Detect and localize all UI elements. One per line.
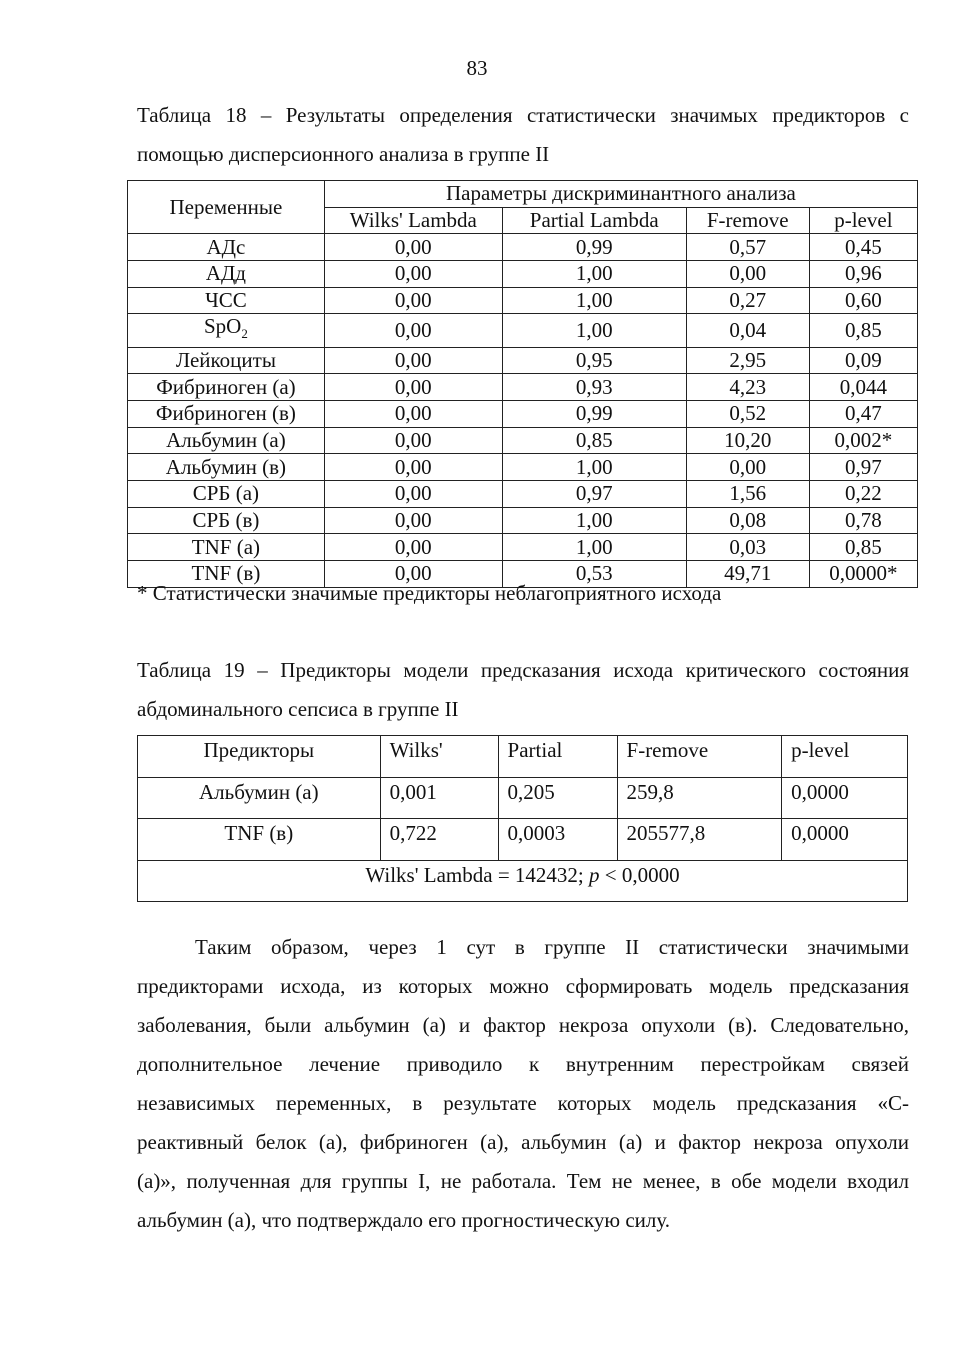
table-cell: 4,23	[686, 374, 809, 401]
table-summary-row	[138, 860, 908, 902]
variable-name-text: СРБ (в)	[192, 508, 260, 533]
table-cell: 0,53	[502, 561, 686, 588]
table-row	[128, 401, 918, 428]
table-row	[138, 819, 908, 861]
table-19-caption	[137, 651, 909, 729]
table-cell: 0,27	[686, 287, 809, 314]
table-cell: Альбумин (а)	[138, 777, 381, 819]
table-cell: 0,044	[809, 374, 917, 401]
header-parameters-group: Параметры дискриминантного анализа	[324, 181, 917, 208]
column-header: Partial Lambda	[502, 207, 686, 234]
table-cell: 0,00	[324, 234, 502, 261]
paragraph-line: независимых переменных, в результате которых модель предсказания «С-	[137, 1091, 909, 1115]
table-cell: 0,22	[809, 481, 917, 508]
table-cell: TNF (в)	[138, 819, 381, 861]
table-cell: 0,96	[809, 261, 917, 288]
table-cell: 0,002*	[809, 427, 917, 454]
row-variable-name	[128, 507, 325, 534]
caption-line: Таблица 19 – Предикторы модели предсказания исхода критического состояния	[137, 658, 909, 682]
table-cell: 0,00	[324, 454, 502, 481]
variable-name-text: SpO	[203, 314, 242, 339]
table-row	[128, 534, 918, 561]
table-19	[137, 735, 908, 902]
table-cell: 0,09	[809, 347, 917, 374]
summary-suffix: < 0,0000	[599, 862, 680, 887]
table-cell: 0,0000	[782, 777, 908, 819]
table-cell: 0,57	[686, 234, 809, 261]
table-cell: 0,001	[380, 777, 498, 819]
caption-line: абдоминального сепсиса в группе II	[137, 697, 459, 721]
table-cell: 0,08	[686, 507, 809, 534]
table-cell: 0,85	[809, 314, 917, 347]
table-cell: 0,00	[324, 427, 502, 454]
table-cell: 0,97	[809, 454, 917, 481]
variable-name-text: TNF (в)	[191, 561, 261, 586]
table-row	[128, 261, 918, 288]
table-cell: 0,205	[498, 777, 617, 819]
table-cell: 0,85	[809, 534, 917, 561]
table-cell: 0,00	[324, 401, 502, 428]
variable-name-text: ЧСС	[205, 288, 247, 313]
table-cell: 0,0000	[782, 819, 908, 861]
row-variable-name	[128, 427, 325, 454]
table-header-row	[128, 181, 918, 208]
column-header: Предикторы	[138, 736, 381, 778]
table-cell: 1,00	[502, 314, 686, 347]
table-cell: 0,00	[324, 507, 502, 534]
variable-name-text: Фибриноген (в)	[155, 401, 296, 426]
paragraph-line: предикторами исхода, из которых можно сформировать модель предсказания	[137, 974, 909, 998]
table-row	[128, 454, 918, 481]
table-cell: 0,03	[686, 534, 809, 561]
variable-name-subscript: 2	[241, 326, 248, 342]
row-variable-name	[128, 287, 325, 314]
table-cell: 0,00	[324, 287, 502, 314]
table-cell: 0,60	[809, 287, 917, 314]
paragraph-line: альбумин (а), что подтверждало его прогностическую силу.	[137, 1208, 671, 1232]
table-cell: 0,00	[324, 261, 502, 288]
caption-line: помощью дисперсионного анализа в группе II	[137, 142, 550, 166]
table-cell: 1,00	[502, 454, 686, 481]
table-cell: 2,95	[686, 347, 809, 374]
table-row	[128, 481, 918, 508]
table-row	[128, 347, 918, 374]
table-cell: 0,04	[686, 314, 809, 347]
row-variable-name	[128, 401, 325, 428]
table-18-caption	[137, 96, 909, 174]
paragraph-line: Таким образом, через 1 сут в группе II статистически значимыми	[195, 935, 909, 959]
paragraph-line: (а)», полученная для группы I, не работала. Тем не менее, в обе модели входил	[137, 1169, 909, 1193]
table-row	[128, 427, 918, 454]
table-cell: 0,722	[380, 819, 498, 861]
column-header: Wilks' Lambda	[324, 207, 502, 234]
table-row	[128, 314, 918, 347]
table-cell: 0,00	[324, 561, 502, 588]
table-cell: 0,99	[502, 401, 686, 428]
table-18	[127, 180, 918, 588]
table-cell: 0,85	[502, 427, 686, 454]
paragraph-line: реактивный белок (а), фибриноген (а), альбумин (а) и фактор некроза опухоли	[137, 1130, 909, 1154]
row-variable-name	[128, 314, 325, 347]
summary-p-symbol: p	[589, 862, 600, 887]
table-cell: 0,45	[809, 234, 917, 261]
column-header: Wilks'	[380, 736, 498, 778]
table-cell: 0,78	[809, 507, 917, 534]
table-cell: 0,52	[686, 401, 809, 428]
column-header: Partial	[498, 736, 617, 778]
table-row	[128, 287, 918, 314]
paragraph-line: дополнительное лечение приводило к внутренним перестройкам связей	[137, 1052, 909, 1076]
variable-name-text: АДс	[206, 234, 246, 259]
row-variable-name	[128, 534, 325, 561]
variable-name-text: TNF (а)	[191, 534, 261, 559]
table-cell: 49,71	[686, 561, 809, 588]
table-row	[128, 374, 918, 401]
table-cell: 0,00	[324, 374, 502, 401]
table-cell: 0,00	[324, 347, 502, 374]
table-cell: 0,95	[502, 347, 686, 374]
row-variable-name	[128, 454, 325, 481]
row-variable-name	[128, 234, 325, 261]
table-cell: 0,93	[502, 374, 686, 401]
table-cell: 10,20	[686, 427, 809, 454]
table-18-footnote: * Статистически значимые предикторы неблагоприятного исхода	[137, 581, 722, 605]
column-header: F-remove	[617, 736, 782, 778]
variable-name-text: СРБ (а)	[192, 481, 260, 506]
row-variable-name	[128, 481, 325, 508]
variable-name-text: АДд	[205, 261, 246, 286]
variable-name-text: Альбумин (в)	[165, 454, 287, 479]
model-summary	[138, 860, 908, 902]
table-cell: 0,00	[324, 481, 502, 508]
table-cell: 0,97	[502, 481, 686, 508]
column-header: F-remove	[686, 207, 809, 234]
table-cell: 0,47	[809, 401, 917, 428]
summary-prefix: Wilks' Lambda = 142432;	[365, 862, 589, 887]
table-cell: 1,00	[502, 534, 686, 561]
table-cell: 0,00	[324, 314, 502, 347]
table-row	[128, 234, 918, 261]
table-cell: 0,00	[686, 454, 809, 481]
row-variable-name	[128, 261, 325, 288]
table-row	[138, 777, 908, 819]
caption-line: Таблица 18 – Результаты определения статистически значимых предикторов с	[137, 103, 909, 127]
column-header: p-level	[809, 207, 917, 234]
table-cell: 1,00	[502, 287, 686, 314]
variable-name-text: Лейкоциты	[175, 347, 276, 372]
table-header-row	[138, 736, 908, 778]
table-cell: 1,00	[502, 507, 686, 534]
table-cell: 259,8	[617, 777, 782, 819]
table-cell: 0,00	[324, 534, 502, 561]
table-cell: 0,99	[502, 234, 686, 261]
row-variable-name	[128, 374, 325, 401]
row-variable-name	[128, 347, 325, 374]
column-header: p-level	[782, 736, 908, 778]
table-cell: 0,0000*	[809, 561, 917, 588]
page-number: 83	[466, 56, 488, 80]
table-cell: 1,00	[502, 261, 686, 288]
header-variables: Переменные	[128, 181, 325, 234]
variable-name-text: Альбумин (а)	[166, 428, 286, 453]
body-paragraph	[137, 928, 909, 1240]
table-row	[128, 507, 918, 534]
table-cell: 0,00	[686, 261, 809, 288]
variable-name-text: Фибриноген (а)	[156, 374, 296, 399]
table-cell: 0,0003	[498, 819, 617, 861]
table-cell: 205577,8	[617, 819, 782, 861]
paragraph-line: заболевания, были альбумин (а) и фактор некроза опухоли (в). Следовательно,	[137, 1013, 909, 1037]
table-cell: 1,56	[686, 481, 809, 508]
